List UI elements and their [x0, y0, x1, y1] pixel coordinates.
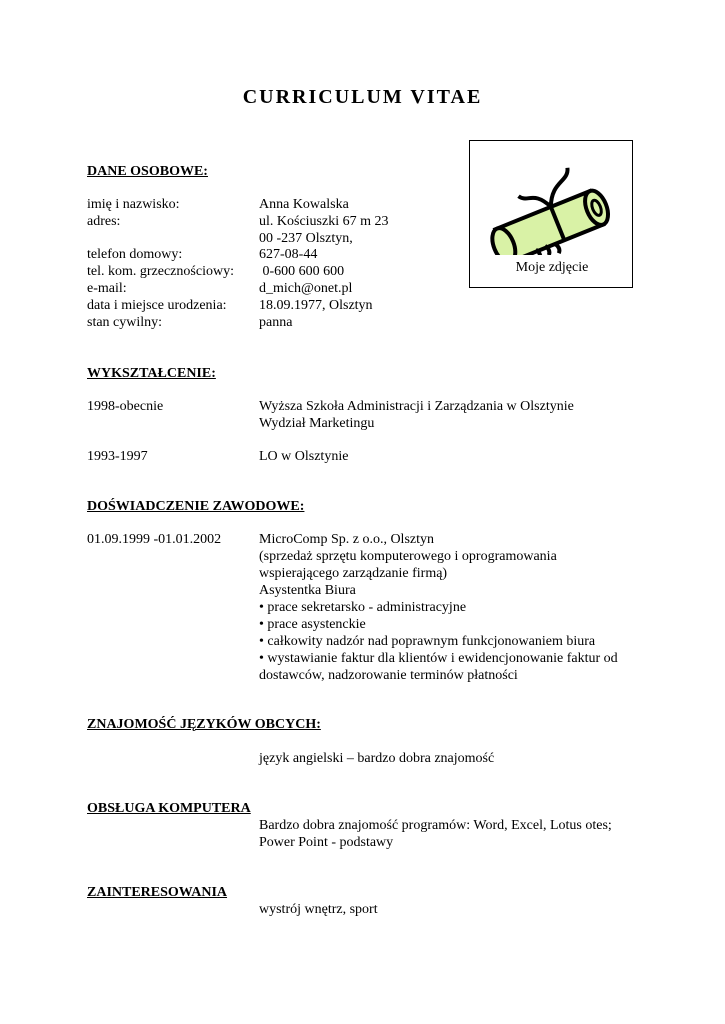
education-period: 1993-1997 — [87, 449, 148, 464]
personal-label: telefon domowy: — [87, 247, 183, 262]
computer-text — [259, 817, 649, 851]
personal-label: adres: — [87, 214, 121, 229]
experience-duty: • wystawianie faktur dla klientów i ewidencjonowanie faktur od — [259, 651, 618, 666]
computer-line: Bardzo dobra znajomość programów: Word, Excel, Lotus otes; — [259, 818, 612, 833]
experience-line: (sprzedaż sprzętu komputerowego i oprogramowania — [259, 549, 557, 564]
personal-value-block — [259, 213, 649, 247]
personal-value: 627-08-44 — [259, 247, 318, 262]
email-value: d_mich@onet.pl — [259, 281, 353, 296]
education-school: Wyższa Szkoła Administracji i Zarządzania w Olsztynie — [259, 399, 574, 414]
personal-value: 18.09.1977, Olsztyn — [259, 298, 373, 313]
languages-heading: ZNAJOMOŚĆ JĘZYKÓW OBCYCH: — [87, 717, 321, 732]
personal-label: data i miejsce urodzenia: — [87, 298, 227, 313]
photo-caption: Moje zdjęcie — [515, 260, 589, 275]
experience-period: 01.09.1999 -01.01.2002 — [87, 532, 222, 547]
personal-value: panna — [259, 315, 293, 330]
experience-duty: • prace asystenckie — [259, 617, 366, 632]
personal-label: e-mail: — [87, 281, 127, 296]
personal-heading: DANE OSOBOWE: — [87, 164, 208, 179]
page-title: CURRICULUM VITAE — [242, 86, 483, 108]
personal-label: tel. kom. grzecznościowy: — [87, 264, 234, 279]
computer-line: Power Point - podstawy — [259, 835, 394, 850]
education-school: LO w Olsztynie — [259, 449, 349, 464]
education-period: 1998-obecnie — [87, 399, 164, 414]
languages-text: język angielski – bardzo dobra znajomość — [259, 751, 495, 766]
experience-duty: • prace sekretarsko - administracyjne — [259, 600, 467, 615]
experience-heading: DOŚWIADCZENIE ZAWODOWE: — [87, 499, 305, 514]
personal-label: imię i nazwisko: — [87, 197, 180, 212]
personal-label: stan cywilny: — [87, 315, 163, 330]
experience-desc — [259, 531, 649, 684]
experience-line: wspierającego zarządzanie firmą) — [259, 566, 448, 581]
interests-heading: ZAINTERESOWANIA — [87, 885, 228, 900]
address-line-2: 00 -237 Olsztyn, — [259, 231, 353, 246]
computer-heading: OBSŁUGA KOMPUTERA — [87, 801, 251, 816]
experience-duty: dostawców, nadzorowanie terminów płatności — [259, 668, 518, 683]
education-desc — [259, 398, 649, 432]
education-heading: WYKSZTAŁCENIE: — [87, 366, 216, 381]
education-faculty: Wydział Marketingu — [259, 416, 375, 431]
experience-duty: • całkowity nadzór nad poprawnym funkcjonowaniem biura — [259, 634, 596, 649]
experience-position: Asystentka Biura — [259, 583, 356, 598]
experience-line: MicroComp Sp. z o.o., Olsztyn — [259, 532, 434, 547]
address-line-1: ul. Kościuszki 67 m 23 — [259, 214, 389, 229]
personal-value: 0-600 600 600 — [259, 264, 345, 279]
personal-value: Anna Kowalska — [259, 197, 349, 212]
interests-text: wystrój wnętrz, sport — [259, 902, 378, 917]
